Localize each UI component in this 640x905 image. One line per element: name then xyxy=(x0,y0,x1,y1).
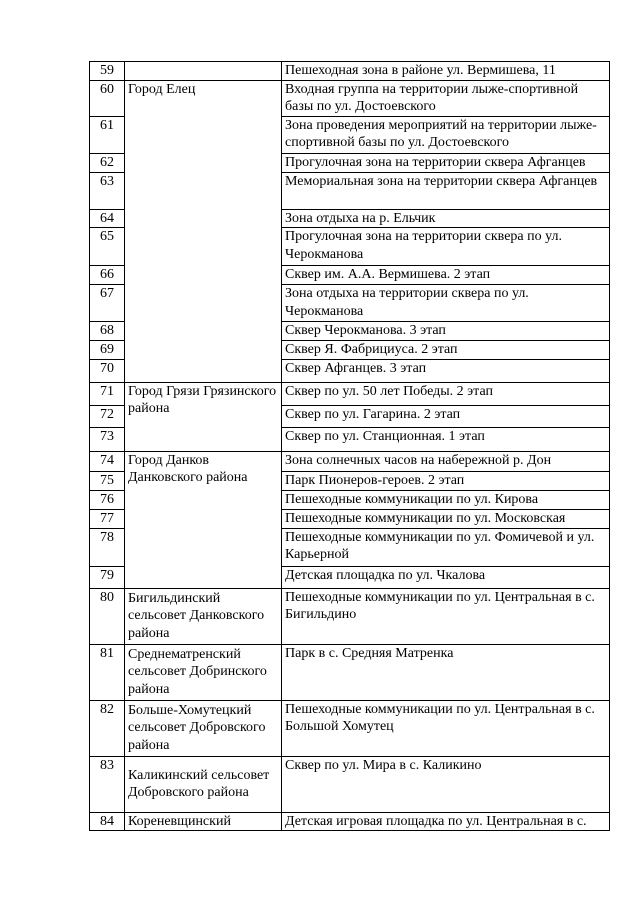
row-number: 65 xyxy=(90,228,125,266)
object-name: Сквер по ул. 50 лет Победы. 2 этап xyxy=(282,382,610,405)
row-number: 69 xyxy=(90,341,125,360)
object-name: Парк в с. Средняя Матренка xyxy=(282,644,610,700)
row-number: 71 xyxy=(90,382,125,405)
row-number: 66 xyxy=(90,266,125,285)
object-name: Зона отдыха на р. Ельчик xyxy=(282,209,610,228)
object-name: Прогулочная зона на территории сквера Афганцев xyxy=(282,153,610,172)
object-name: Детская площадка по ул. Чкалова xyxy=(282,566,610,588)
row-number: 64 xyxy=(90,209,125,228)
row-number: 68 xyxy=(90,322,125,341)
row-number: 62 xyxy=(90,153,125,172)
row-number: 73 xyxy=(90,427,125,451)
table-row xyxy=(90,62,610,81)
row-number: 74 xyxy=(90,451,125,471)
object-name: Сквер им. А.А. Вермишева. 2 этап xyxy=(282,266,610,285)
municipality-name: Город Грязи Грязинского района xyxy=(125,382,282,451)
row-number: 67 xyxy=(90,285,125,322)
municipality-name: Каликинский сельсовет Добровского района xyxy=(125,756,282,812)
object-name: Прогулочная зона на территории сквера по ул. Черокманова xyxy=(282,228,610,266)
object-name: Пешеходные коммуникации по ул. Кирова xyxy=(282,490,610,509)
municipality-name: Бигильдинский сельсовет Данковского района xyxy=(125,588,282,644)
object-name: Парк Пионеров-героев. 2 этап xyxy=(282,471,610,490)
table-row xyxy=(90,80,610,116)
municipality-name: Среднематренский сельсовет Добринского района xyxy=(125,644,282,700)
row-number: 60 xyxy=(90,80,125,116)
object-name: Пешеходная зона в районе ул. Вермишева, 11 xyxy=(282,62,610,81)
object-name: Зона проведения мероприятий на территории лыже-спортивной базы по ул. Достоевского xyxy=(282,116,610,153)
table-row xyxy=(90,451,610,471)
table-row xyxy=(90,812,610,831)
table-row xyxy=(90,644,610,700)
municipality-name: Город Данков Данковского района xyxy=(125,451,282,588)
table-row xyxy=(90,588,610,644)
object-name: Сквер Черокманова. 3 этап xyxy=(282,322,610,341)
object-name: Пешеходные коммуникации по ул. Центральная в с. Бигильдино xyxy=(282,588,610,644)
row-number: 78 xyxy=(90,528,125,566)
row-number: 83 xyxy=(90,756,125,812)
row-number: 63 xyxy=(90,172,125,209)
object-name: Сквер Афганцев. 3 этап xyxy=(282,359,610,382)
object-name: Сквер по ул. Мира в с. Каликино xyxy=(282,756,610,812)
row-number: 61 xyxy=(90,116,125,153)
row-number: 75 xyxy=(90,471,125,490)
object-name: Пешеходные коммуникации по ул. Московская xyxy=(282,509,610,528)
municipality-cell-empty xyxy=(125,62,282,81)
row-number: 72 xyxy=(90,405,125,427)
table-row xyxy=(90,382,610,405)
table-row xyxy=(90,756,610,812)
object-name: Входная группа на территории лыже-спортивной базы по ул. Достоевского xyxy=(282,80,610,116)
row-number: 80 xyxy=(90,588,125,644)
object-name: Пешеходные коммуникации по ул. Центральная в с. Большой Хомутец xyxy=(282,700,610,756)
program-objects-table xyxy=(89,61,610,831)
row-number: 77 xyxy=(90,509,125,528)
object-name: Сквер по ул. Станционная. 1 этап xyxy=(282,427,610,451)
object-name: Сквер Я. Фабрициуса. 2 этап xyxy=(282,341,610,360)
object-name: Мемориальная зона на территории сквера Афганцев xyxy=(282,172,610,209)
object-name: Сквер по ул. Гагарина. 2 этап xyxy=(282,405,610,427)
object-name: Пешеходные коммуникации по ул. Фомичевой и ул. Карьерной xyxy=(282,528,610,566)
object-name: Детская игровая площадка по ул. Центральная в с. xyxy=(282,812,610,831)
object-name: Зона солнечных часов на набережной р. Дон xyxy=(282,451,610,471)
row-number: 70 xyxy=(90,359,125,382)
row-number: 84 xyxy=(90,812,125,831)
row-number: 82 xyxy=(90,700,125,756)
object-name: Зона отдыха на территории сквера по ул. Черокманова xyxy=(282,285,610,322)
row-number: 76 xyxy=(90,490,125,509)
row-number: 81 xyxy=(90,644,125,700)
table-row xyxy=(90,700,610,756)
municipality-name: Город Елец xyxy=(125,80,282,382)
row-number: 79 xyxy=(90,566,125,588)
municipality-name: Больше-Хомутецкий сельсовет Добровского района xyxy=(125,700,282,756)
row-number: 59 xyxy=(90,62,125,81)
municipality-name: Кореневщинский xyxy=(125,812,282,831)
